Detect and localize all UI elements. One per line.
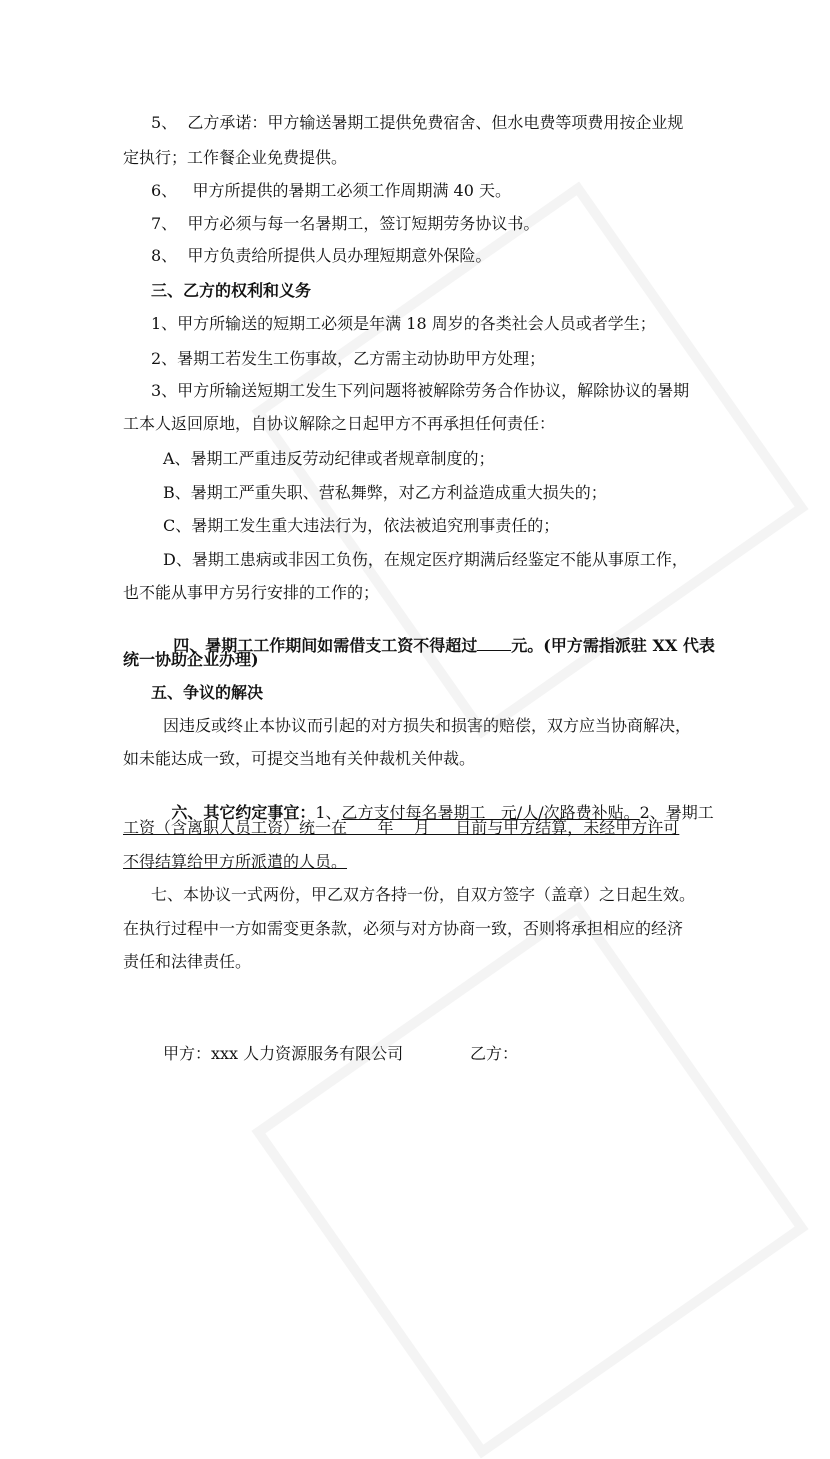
signature-party-a: 甲方：xxx 人力资源服务有限公司 xyxy=(163,1044,404,1063)
heading-part: 元。(甲方需指派驻 XX 代表 xyxy=(511,636,715,655)
text-line: 因违反或终止本协议而引起的对方损失和损害的赔偿，双方应当协商解决， xyxy=(163,716,692,735)
text-line: 责任和法律责任。 xyxy=(123,952,252,971)
underlined-text: 不得结算给甲方所派遣的人员。 xyxy=(123,852,348,871)
text-line: 定执行；工作餐企业免费提供。 xyxy=(123,148,348,167)
heading-part: 四、暑期工工作期间如需借支工资不得超过 xyxy=(173,636,478,655)
text-line: 3、甲方所输送短期工发生下列问题将被解除劳务合作协议，解除协议的暑期 xyxy=(151,381,690,400)
text-line: 也不能从事甲方另行安排的工作的； xyxy=(123,583,380,602)
text-line: C、暑期工发生重大违法行为，依法被追究刑事责任的； xyxy=(163,516,560,535)
text-line: 工本人返回原地，自协议解除之日起甲方不再承担任何责任： xyxy=(123,414,556,433)
text-line: 统一协助企业办理) xyxy=(123,650,259,669)
text-line: 2、暑期工若发生工伤事故，乙方需主动协助甲方处理； xyxy=(151,349,546,368)
section-heading: 六、其它约定事宜： xyxy=(171,803,316,822)
text-part: 2、暑期工 xyxy=(639,803,714,822)
text-line: 1、甲方所输送的短期工必须是年满 18 周岁的各类社会人员或者学生； xyxy=(151,314,656,333)
text-line: 七、本协议一式两份，甲乙双方各持一份，自双方签字（盖章）之日起生效。 xyxy=(151,885,696,904)
text-line: B、暑期工严重失职、营私舞弊，对乙方利益造成重大损失的； xyxy=(163,483,607,502)
watermark-shape xyxy=(251,901,808,1458)
underlined-text: 乙方支付每名暑期工 元/人/次路费补贴。 xyxy=(341,803,640,822)
text-line: 5、 乙方承诺：甲方输送暑期工提供免费宿舍、但水电费等项费用按企业规 xyxy=(151,113,684,132)
text-line: 7、 甲方必须与每一名暑期工，签订短期劳务协议书。 xyxy=(151,214,540,233)
signature-party-b: 乙方： xyxy=(470,1044,519,1063)
text-line: 8、 甲方负责给所提供人员办理短期意外保险。 xyxy=(151,246,492,265)
text-line: A、暑期工严重违反劳动纪律或者规章制度的； xyxy=(163,449,495,468)
text-line: 在执行过程中一方如需变更条款，必须与对方协商一致，否则将承担相应的经济 xyxy=(123,919,684,938)
section-heading: 三、乙方的权利和义务 xyxy=(151,281,312,300)
section-heading: 五、争议的解决 xyxy=(151,683,264,702)
text-line: 如未能达成一致，可提交当地有关仲裁机关仲裁。 xyxy=(123,749,476,768)
text-line: 6、 甲方所提供的暑期工必须工作周期满 40 天。 xyxy=(151,181,511,200)
blank-line xyxy=(477,635,511,651)
text-line: D、暑期工患病或非因工负伤，在规定医疗期满后经鉴定不能从事原工作， xyxy=(163,550,688,569)
underlined-text: 工资（含离职人员工资）统一在 年 月 日前与甲方结算，未经甲方许可 xyxy=(123,818,680,837)
text-part: 1、 xyxy=(315,803,342,822)
